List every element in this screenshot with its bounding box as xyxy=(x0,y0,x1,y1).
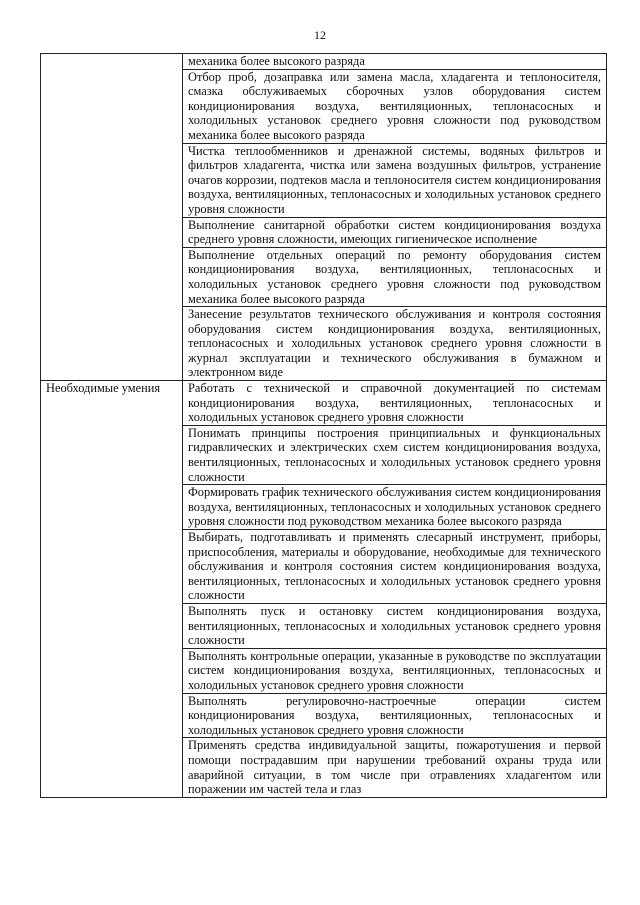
row-text: механика более высокого разряда xyxy=(188,54,365,68)
row-text-cell xyxy=(183,307,607,381)
row-text: Выполнение отдельных операций по ремонту оборудования систем кондиционирования воздуха, вентиляционных, теплонасосных и холодильных установок среднего уровня сложности под руководством механика более высокого разряда xyxy=(188,247,601,306)
row-text-cell xyxy=(183,603,607,648)
row-text-cell xyxy=(183,530,607,604)
page-number: 12 xyxy=(314,28,326,42)
row-text: Понимать принципы построения принципиальных и функциональных гидравлических и электрических схем систем кондиционирования воздуха, вентиляционных, теплонасосных и холодильных установок среднего уровня сложности xyxy=(188,425,601,484)
competency-table xyxy=(40,53,607,798)
row-label-cell xyxy=(41,381,183,798)
table-row xyxy=(41,54,607,70)
row-text: Отбор проб, дозаправка или замена масла, хладагента и теплоносителя, смазка обслуживаемых сборочных узлов оборудования систем кондиционирования воздуха, вентиляционных, теплонасосных и холодильных установок среднего уровня сложности под руководством механика более высокого разряда xyxy=(188,69,601,142)
row-text-cell xyxy=(183,425,607,484)
row-text: Занесение результатов технического обслуживания и контроля состояния оборудования систем кондиционирования воздуха, вентиляционных, теплонасосных и холодильных установок среднего уровня сложности в журнал эксплуатации и технического обслуживания в бумажном и электронном виде xyxy=(188,307,601,380)
row-text: Работать с технической и справочной документацией по системам кондиционирования воздуха, вентиляционных, теплонасосных и холодильных установок среднего уровня сложности xyxy=(188,381,601,425)
row-text: Выполнять регулировочно-настроечные операции систем кондиционирования воздуха, вентиляционных, теплонасосных и холодильных установок среднего уровня сложности xyxy=(188,693,601,737)
row-text: Чистка теплообменников и дренажной системы, водяных фильтров и фильтров хладагента, чистка или замена воздушных фильтров, устранение очагов коррозии, подтеков масла и теплоносителя систем кондиционирования воздуха, вентиляционных, теплонасосных и холодильных установок среднего уровня сложности xyxy=(188,143,601,216)
row-text-cell xyxy=(183,381,607,426)
row-text-cell xyxy=(183,247,607,306)
row-text-cell xyxy=(183,217,607,247)
row-text-cell xyxy=(183,485,607,530)
row-text-cell xyxy=(183,693,607,738)
section-label-necessary-skills: Необходимые умения xyxy=(46,381,161,396)
row-text: Применять средства индивидуальной защиты, пожаротушения и первой помощи пострадавшим при нарушении требований охраны труда или аварийной ситуации, в том числе при отравлениях хладагентом или поражении им частей тела и глаз xyxy=(188,738,601,797)
row-label-cell xyxy=(41,54,183,381)
row-text-cell xyxy=(183,54,607,70)
row-text-cell xyxy=(183,69,607,143)
row-text: Выбирать, подготавливать и применять слесарный инструмент, приборы, приспособления, материалы и оборудование, необходимые для технического обслуживания и контроля состояния систем кондиционирования воздуха, вентиляционных, теплонасосных и холодильных установок среднего уровня сложности xyxy=(188,530,601,603)
row-text-cell xyxy=(183,648,607,693)
row-text: Формировать график технического обслуживания систем кондиционирования воздуха, вентиляционных, теплонасосных и холодильных установок среднего уровня сложности под руководством механика более высокого разряда xyxy=(188,485,601,529)
row-text-cell xyxy=(183,738,607,797)
row-text: Выполнение санитарной обработки систем кондиционирования воздуха среднего уровня сложности, имеющих гигиеническое исполнение xyxy=(188,217,601,247)
row-text-cell xyxy=(183,143,607,217)
row-text: Выполнять контрольные операции, указанные в руководстве по эксплуатации систем кондиционирования воздуха, вентиляционных, теплонасосных и холодильных установок среднего уровня сложности xyxy=(188,648,601,692)
row-text: Выполнять пуск и остановку систем кондиционирования воздуха, вентиляционных, теплонасосных и холодильных установок среднего уровня сложности xyxy=(188,603,601,648)
table-row xyxy=(41,381,607,426)
